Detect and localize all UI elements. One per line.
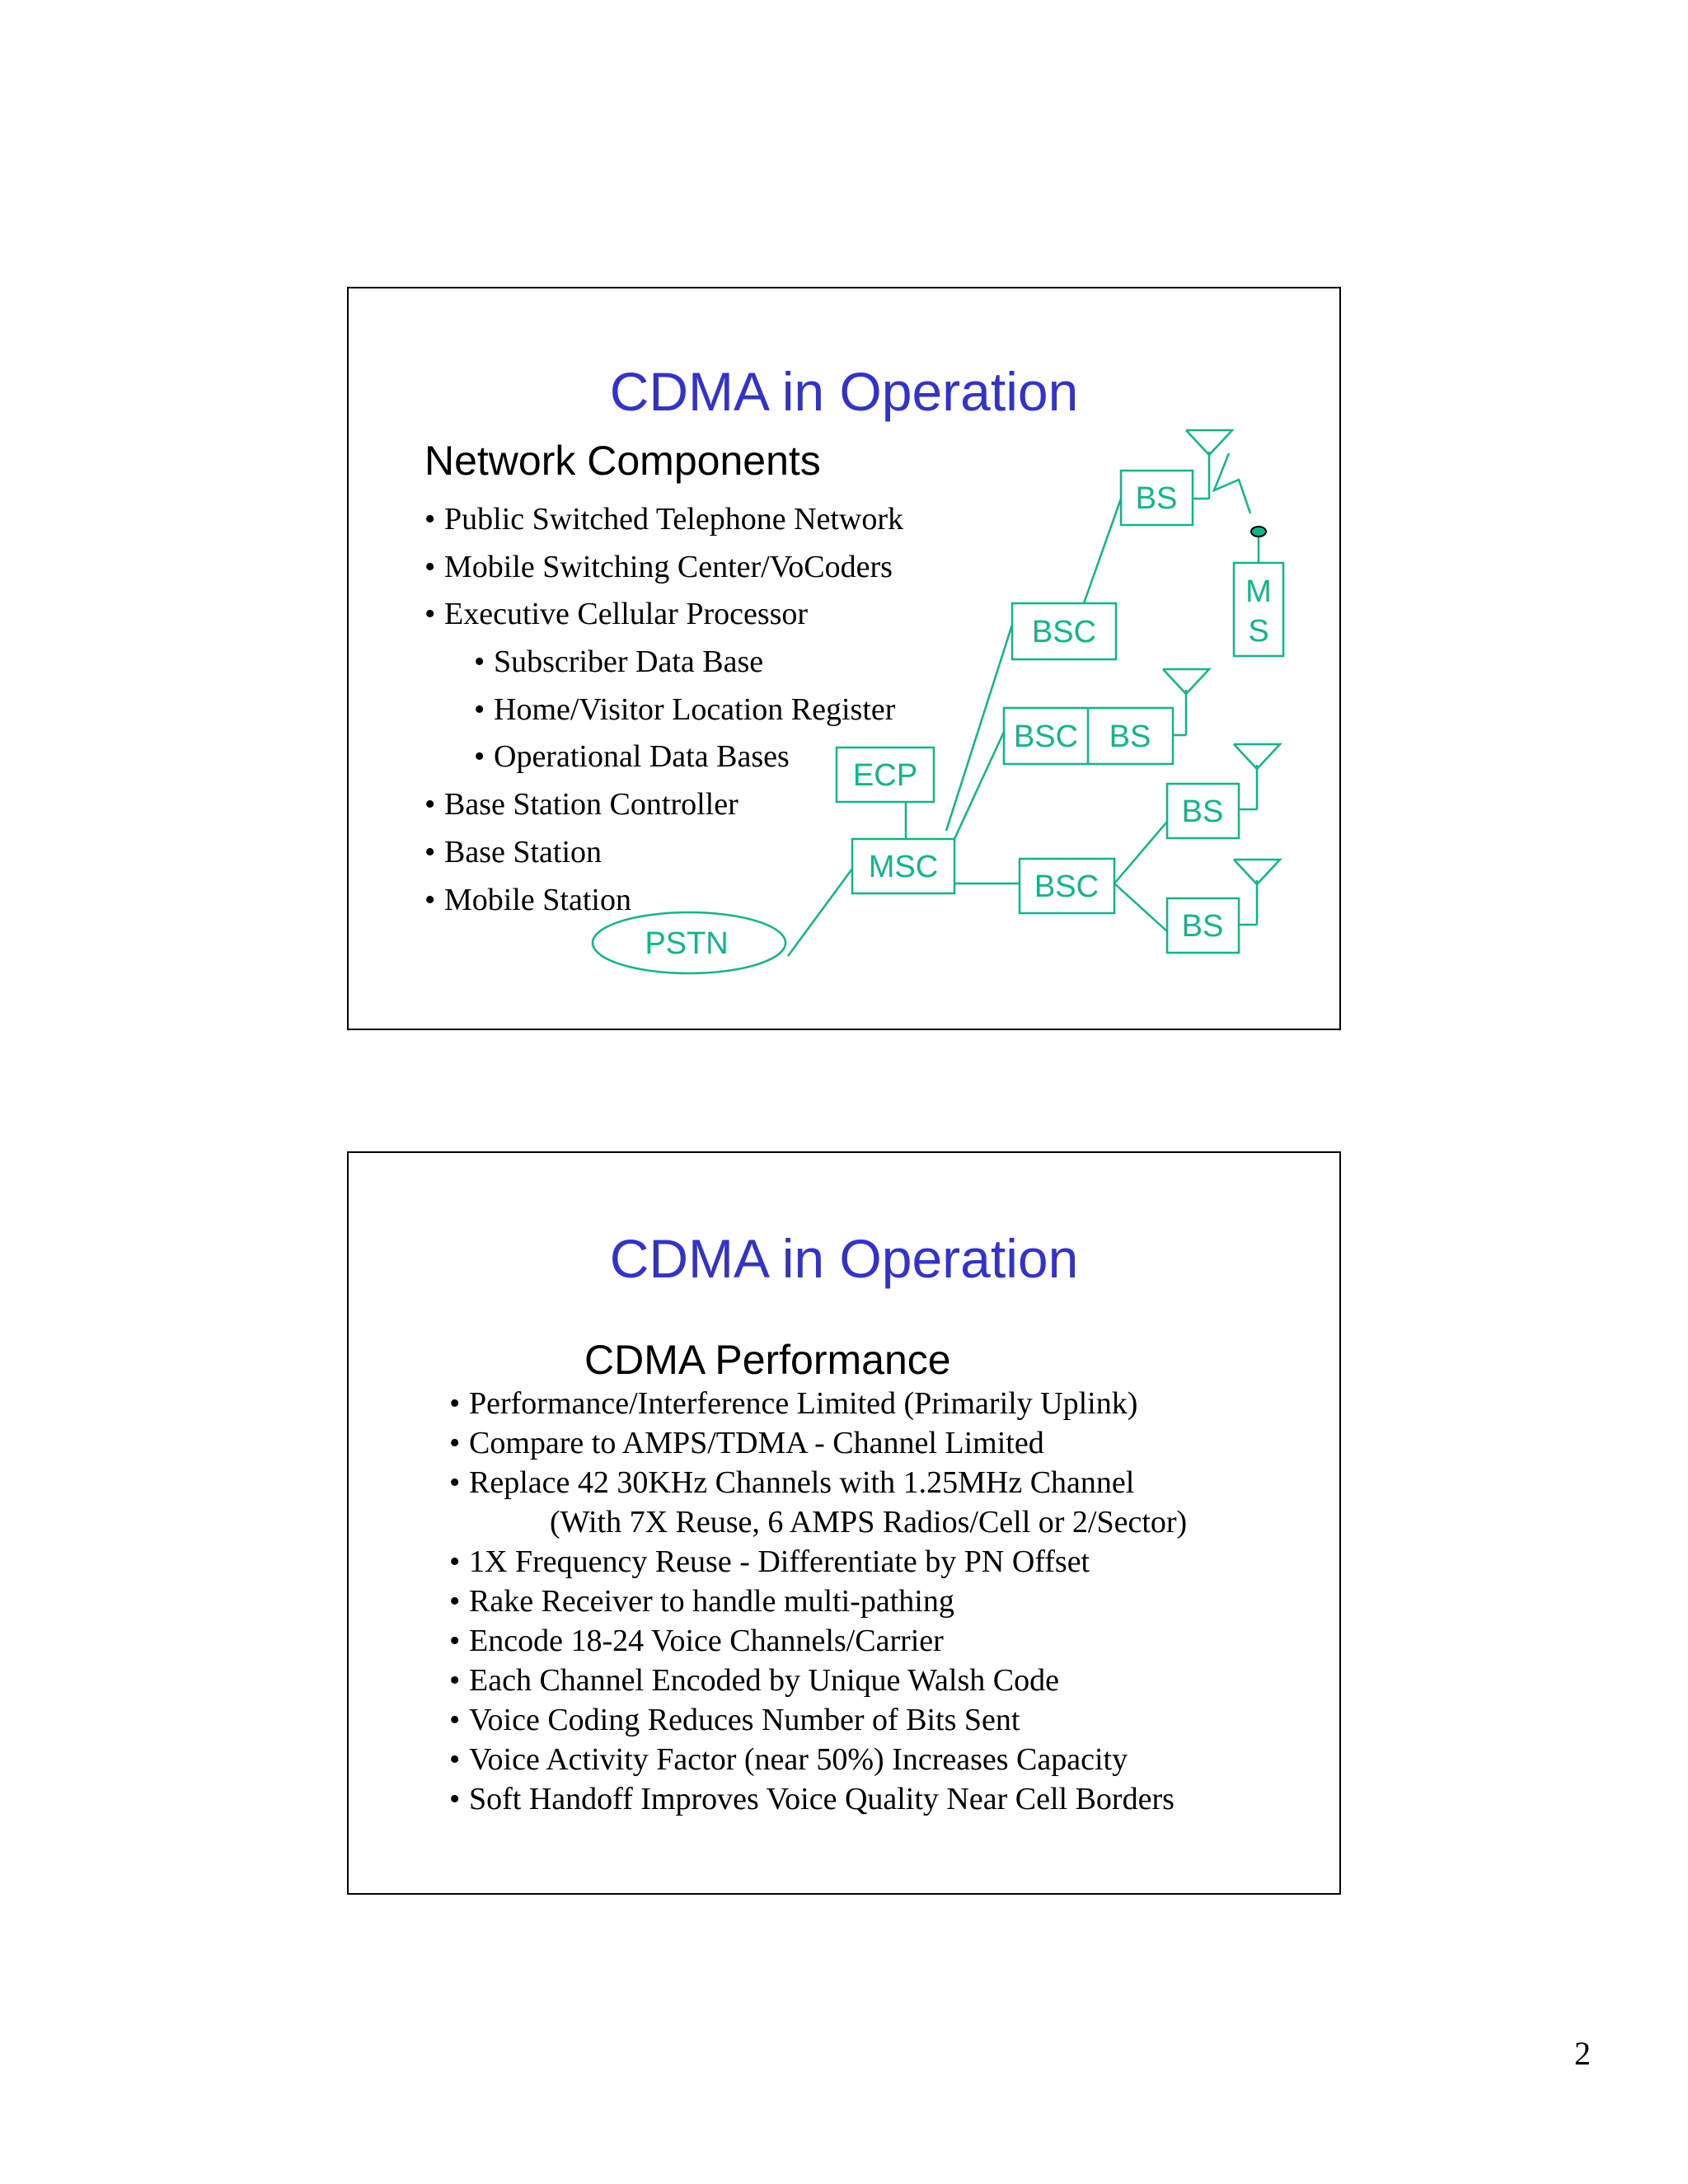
bullet-item: • 1X Frequency Reuse - Differentiate by PN Offset [449, 1544, 1090, 1579]
bullet-item: • Public Switched Telephone Network [424, 502, 904, 537]
bullet-item: • Soft Handoff Improves Voice Quality Near Cell Borders [449, 1782, 1175, 1816]
link-pstn-msc [788, 869, 852, 956]
bs-low2-label: BS [1181, 909, 1224, 944]
bullet-continuation: (With 7X Reuse, 6 AMPS Radios/Cell or 2/Sector) [550, 1505, 1188, 1540]
page-number: 2 [1574, 2035, 1591, 2072]
slide-title: CDMA in Operation [609, 361, 1079, 422]
antenna-icon [1234, 860, 1280, 925]
bullet-item: • Replace 42 30KHz Channels with 1.25MHz Channel [449, 1465, 1135, 1500]
antenna-icon [1234, 744, 1280, 809]
msc-label: MSC [868, 850, 939, 884]
link-msc-bsc-mid [954, 732, 1004, 839]
slide-title: CDMA in Operation [609, 1228, 1079, 1289]
bullet-item: • Rake Receiver to handle multi-pathing [449, 1584, 954, 1619]
bs-low1-label: BS [1181, 794, 1224, 829]
bullet-item: • Executive Cellular Processor [424, 597, 809, 632]
bsc-top-label: BSC [1031, 615, 1097, 649]
link-bsc-top-bs-top [1084, 499, 1121, 603]
bullet-list [449, 1384, 1187, 1819]
bsc-low-label: BSC [1034, 869, 1100, 904]
ms-label-m: M [1245, 574, 1272, 609]
slide-1 [347, 287, 1341, 1030]
link-msc-bsc-top [946, 625, 1012, 831]
ms-label-s: S [1248, 614, 1269, 649]
ms-antenna-tip [1251, 527, 1266, 537]
ecp-label: ECP [852, 758, 918, 793]
slide-subtitle: Network Components [424, 438, 821, 484]
bullet-item: • Voice Coding Reduces Number of Bits Sent [449, 1703, 1020, 1737]
pstn-label: PSTN [645, 926, 729, 961]
network-diagram [349, 288, 1339, 1029]
antenna-icon [1163, 669, 1209, 735]
sub-bullet-item: • Home/Visitor Location Register [474, 691, 896, 727]
bullet-item: • Encode 18-24 Voice Channels/Carrier [449, 1624, 944, 1658]
slide-2 [347, 1151, 1341, 1895]
bullet-item: • Mobile Switching Center/VoCoders [424, 549, 893, 584]
sub-bullet-item: • Operational Data Bases [474, 739, 790, 775]
link-bsc-low-bs-low1 [1114, 822, 1167, 883]
link-bsc-low-bs-low2 [1114, 883, 1167, 931]
bs-top-label: BS [1135, 481, 1178, 516]
bullet-item: • Performance/Interference Limited (Primarily Uplink) [449, 1386, 1138, 1421]
bullet-item: • Compare to AMPS/TDMA - Channel Limited [449, 1426, 1044, 1460]
bullet-item: • Voice Activity Factor (near 50%) Increases Capacity [449, 1742, 1128, 1777]
slide-subtitle: CDMA Performance [584, 1337, 951, 1383]
bullet-item: • Base Station [424, 834, 603, 869]
bs-mid-label: BS [1109, 719, 1151, 754]
radio-link-icon [1214, 453, 1250, 513]
bullet-item: • Mobile Station [424, 882, 631, 917]
sub-bullet-item: • Subscriber Data Base [474, 644, 764, 680]
bsc-mid-label: BSC [1013, 719, 1079, 754]
bullet-item: • Each Channel Encoded by Unique Walsh Code [449, 1663, 1059, 1698]
bullet-item: • Base Station Controller [424, 787, 738, 823]
